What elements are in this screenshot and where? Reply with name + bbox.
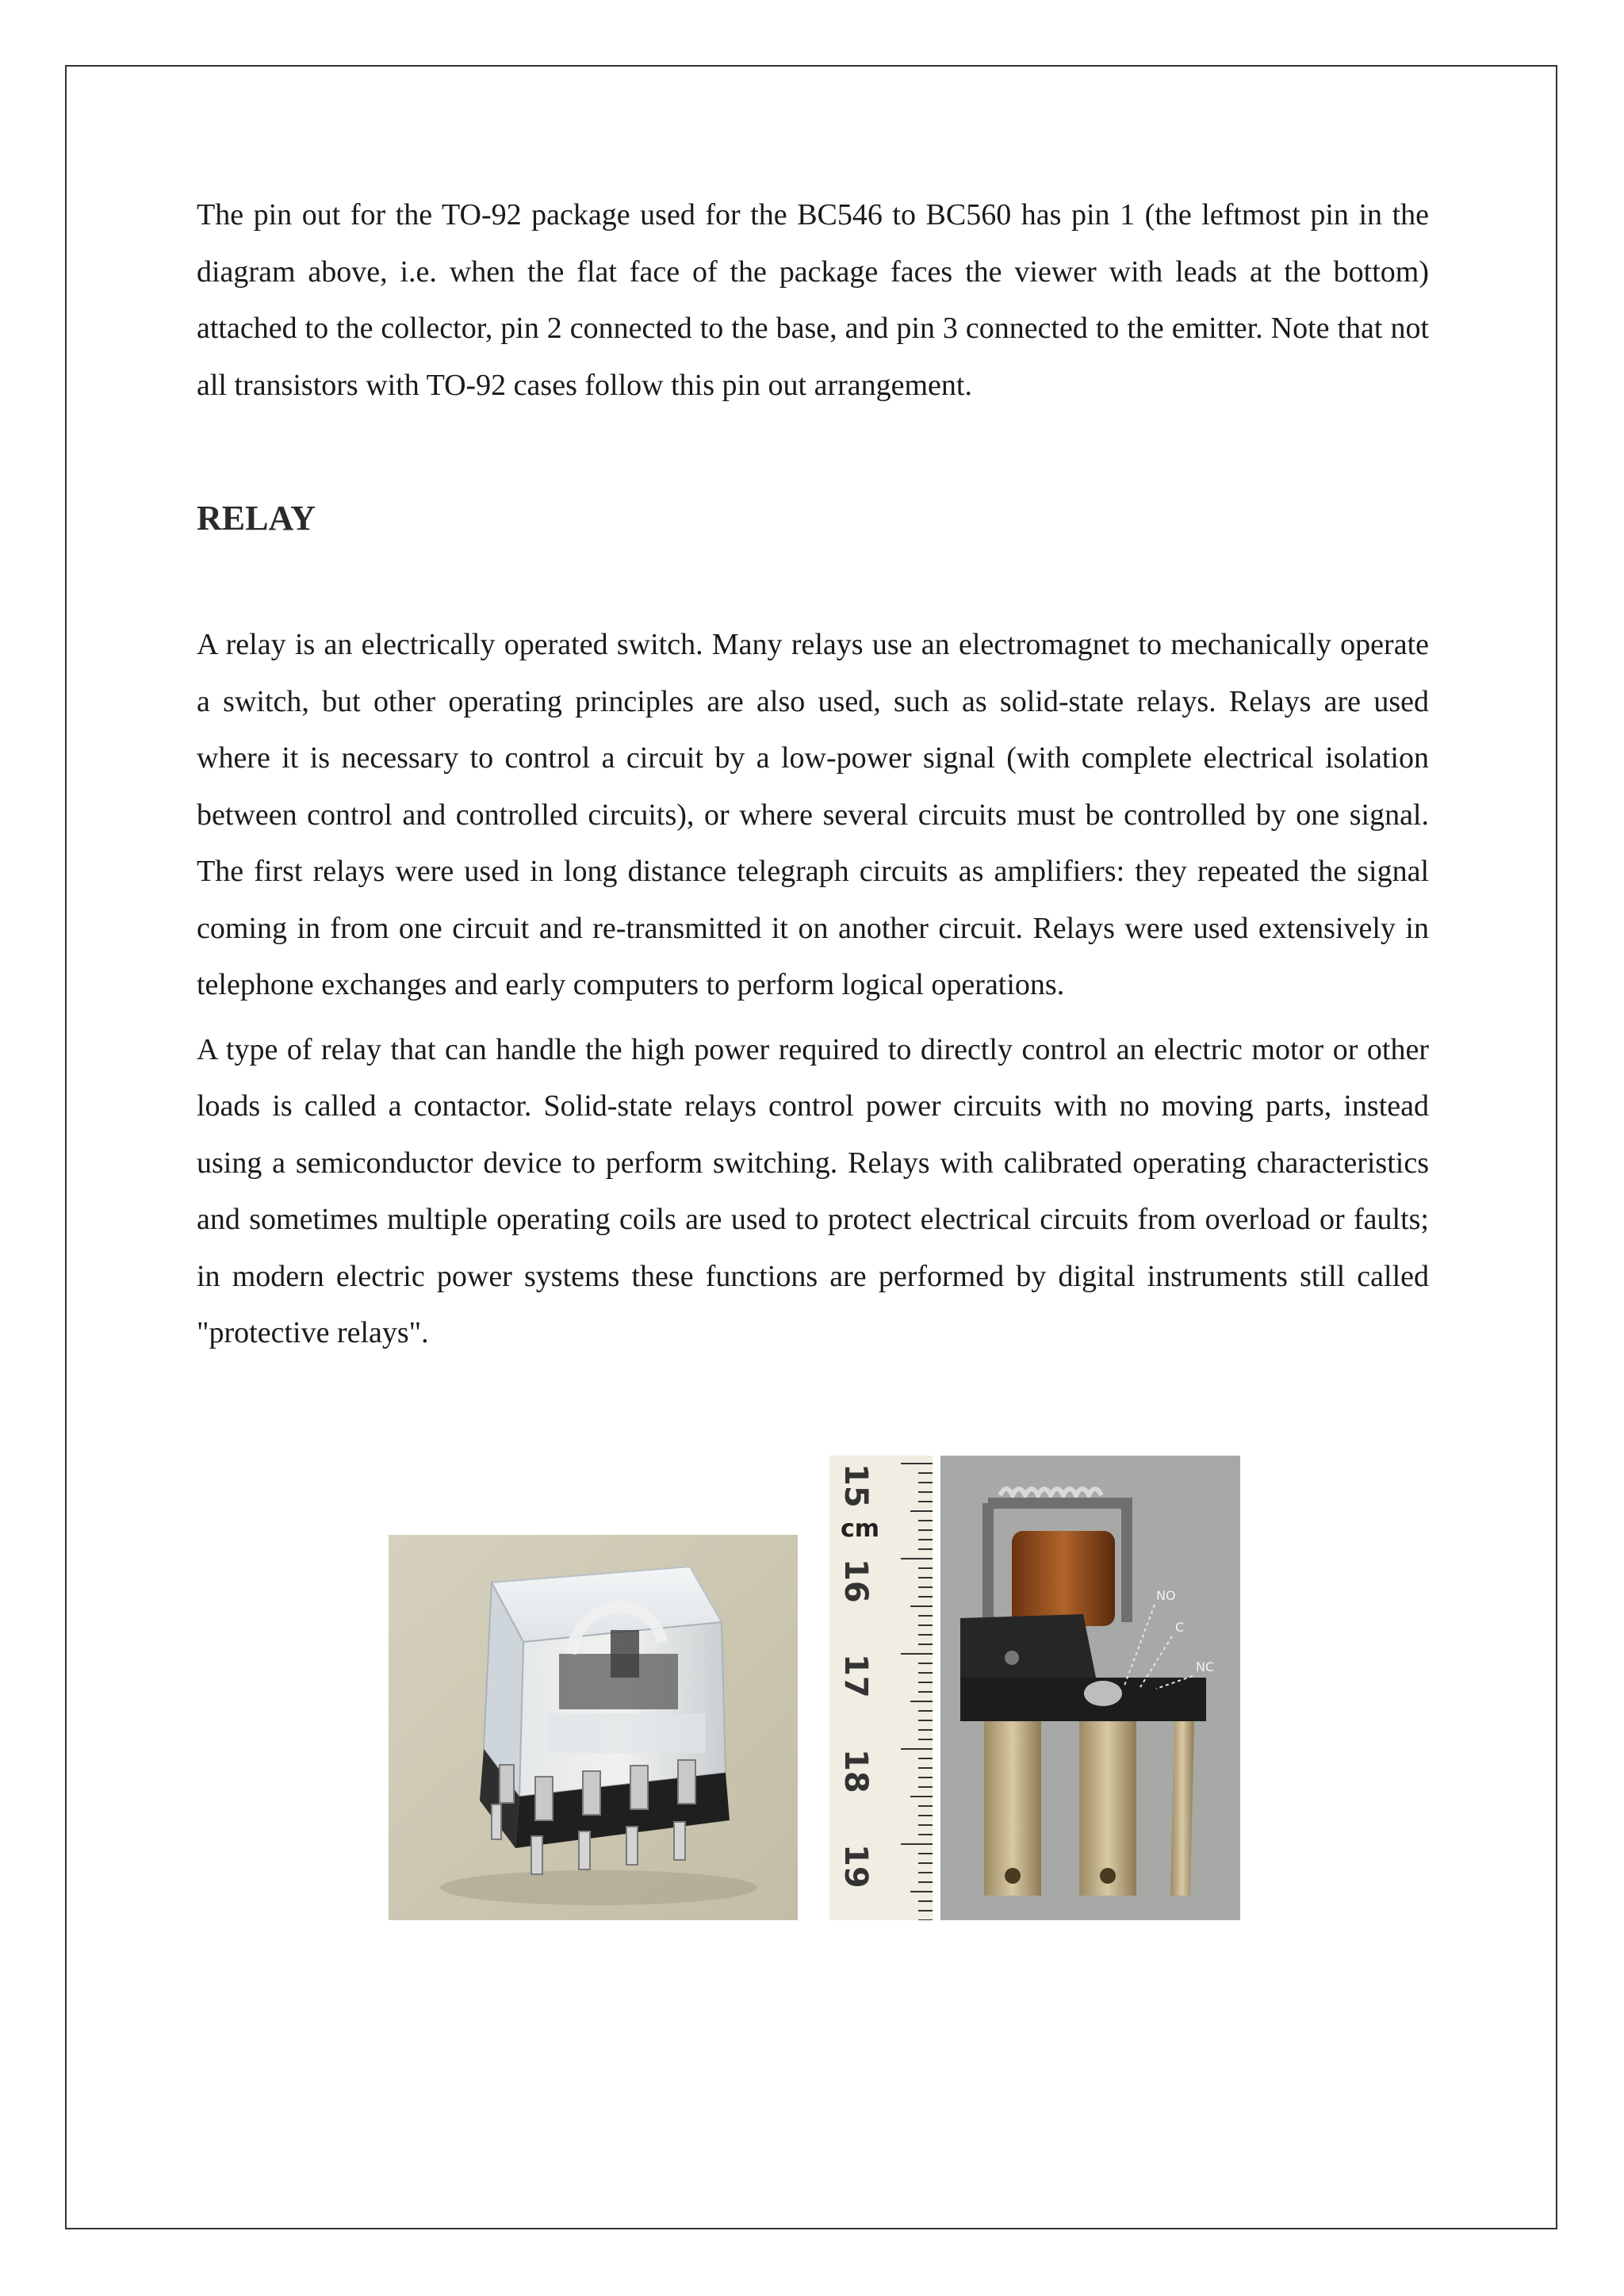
- intro-paragraph: The pin out for the TO-92 package used for the BC546 to BC560 has pin 1 (the leftmost pin in the diagram above, i.e. when the flat face of the package faces the viewer with leads at the bottom) attached to the collector, pin 2 connected to the base, and pin 3 connected to the emitter. Note that not all transistors with TO-92 cases follow this pin out arrangement.: [197, 198, 1429, 402]
- document-body: [197, 187, 1429, 1362]
- relay-paragraph-1: A relay is an electrically operated switch. Many relays use an electromagnet to mechanically operate a switch, but other operating principles are also used, such as solid-state relays. Relays are used where it is necessary to control a circuit by a low-power signal (with complete electrical isolation between control and controlled circuits), or where several circuits must be controlled by one signal. The first relays were used in long distance telegraph circuits as amplifiers: they repeated the signal coming in from one circuit and re-transmitted it on another circuit. Relays were used extensively in telephone exchanges and early computers to perform logical operations.: [197, 628, 1429, 1001]
- ruler-unit-label: cm: [841, 1515, 880, 1543]
- section-heading-relay: RELAY: [197, 499, 316, 538]
- ruler-number: 19: [837, 1844, 874, 1888]
- enclosed-relay-photo: [389, 1535, 798, 1920]
- ruler-number: 18: [837, 1749, 874, 1793]
- ruler-number: 16: [837, 1559, 874, 1603]
- contact-label-no: NO: [1156, 1588, 1176, 1603]
- contact-label-c: C: [1175, 1620, 1185, 1635]
- open-relay-photo: [829, 1456, 1240, 1920]
- ruler-number: 15: [837, 1464, 874, 1508]
- ruler-number: 17: [837, 1654, 874, 1698]
- open-relay-illustration: [829, 1456, 1240, 1920]
- relay-paragraph-2: A type of relay that can handle the high power required to directly control an electric motor or other loads is called a contactor. Solid-state relays control power circuits with no moving parts, instead using a semiconductor device to perform switching. Relays with calibrated operating characteristics and sometimes multiple operating coils are used to protect electrical circuits from overload or faults; in modern electric power systems these functions are performed by digital instruments still called "protective relays".: [197, 1032, 1429, 1349]
- contact-label-nc: NC: [1196, 1659, 1215, 1674]
- enclosed-relay-illustration: [389, 1535, 798, 1920]
